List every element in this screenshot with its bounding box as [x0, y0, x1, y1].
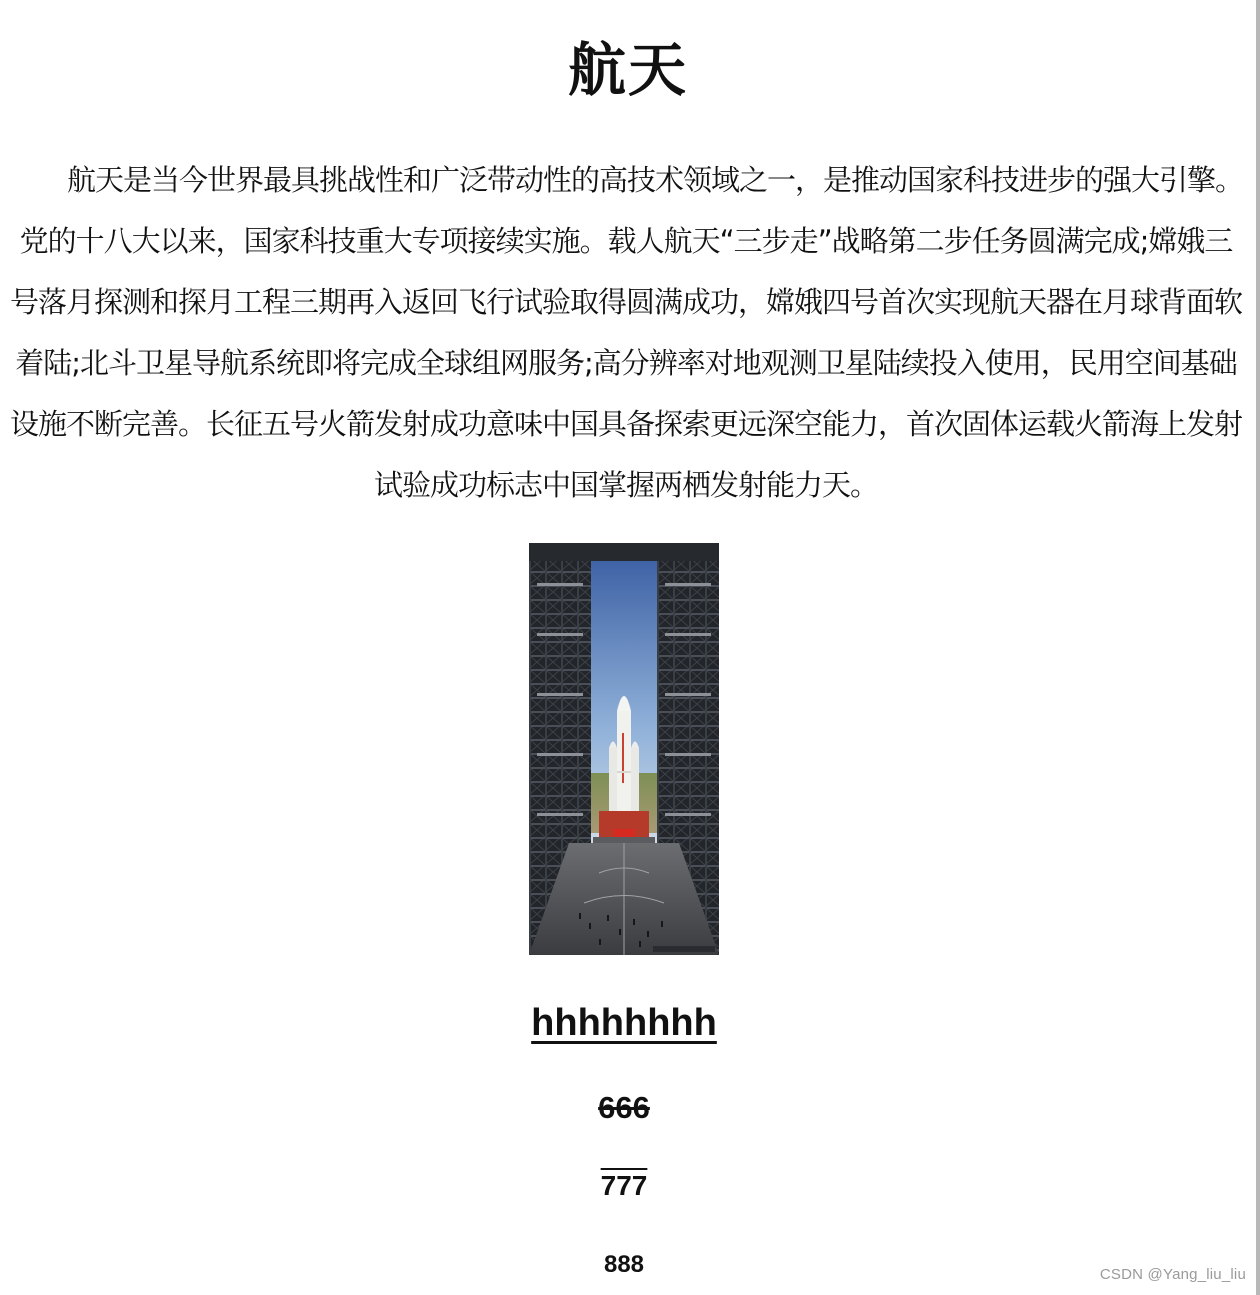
- window-border: [1256, 0, 1260, 1295]
- overline-text: [0, 1164, 1248, 1208]
- underlined-heading-text: hhhhhhhh: [531, 1002, 717, 1044]
- rocket-launch-photo: [529, 543, 719, 955]
- strikethrough-text: [0, 1086, 1248, 1130]
- underlined-heading: [0, 996, 1248, 1050]
- page-title: 航天: [567, 36, 688, 104]
- strikethrough-value: 666: [598, 1090, 650, 1125]
- plain-text: 888: [603, 1251, 645, 1278]
- intro-paragraph: 航天是当今世界最具挑战性和广泛带动性的高技术领域之一，是推动国家科技进步的强大引擎。党的十八大以来，国家科技重大专项接续实施。载人航天“三步走”战略第二步任务圆满完成;嫦娥三号落月探测和探月工程三期再入返回飞行试验取得圆满成功，嫦娥四号首次实现航天器在月球背面软着陆;北斗卫星导航系统即将完成全球组网服务;高分辨率对地观测卫星陆续投入使用，民用空间基础设施不断完善。长征五号火箭发射成功意味中国具备探索更远深空能力，首次固体运载火箭海上发射试验成功标志中国掌握两栖发射能力天。: [9, 163, 1243, 502]
- watermark: CSDN @Yang_liu_liu: [1099, 1266, 1246, 1283]
- overline-value: 777: [600, 1170, 648, 1201]
